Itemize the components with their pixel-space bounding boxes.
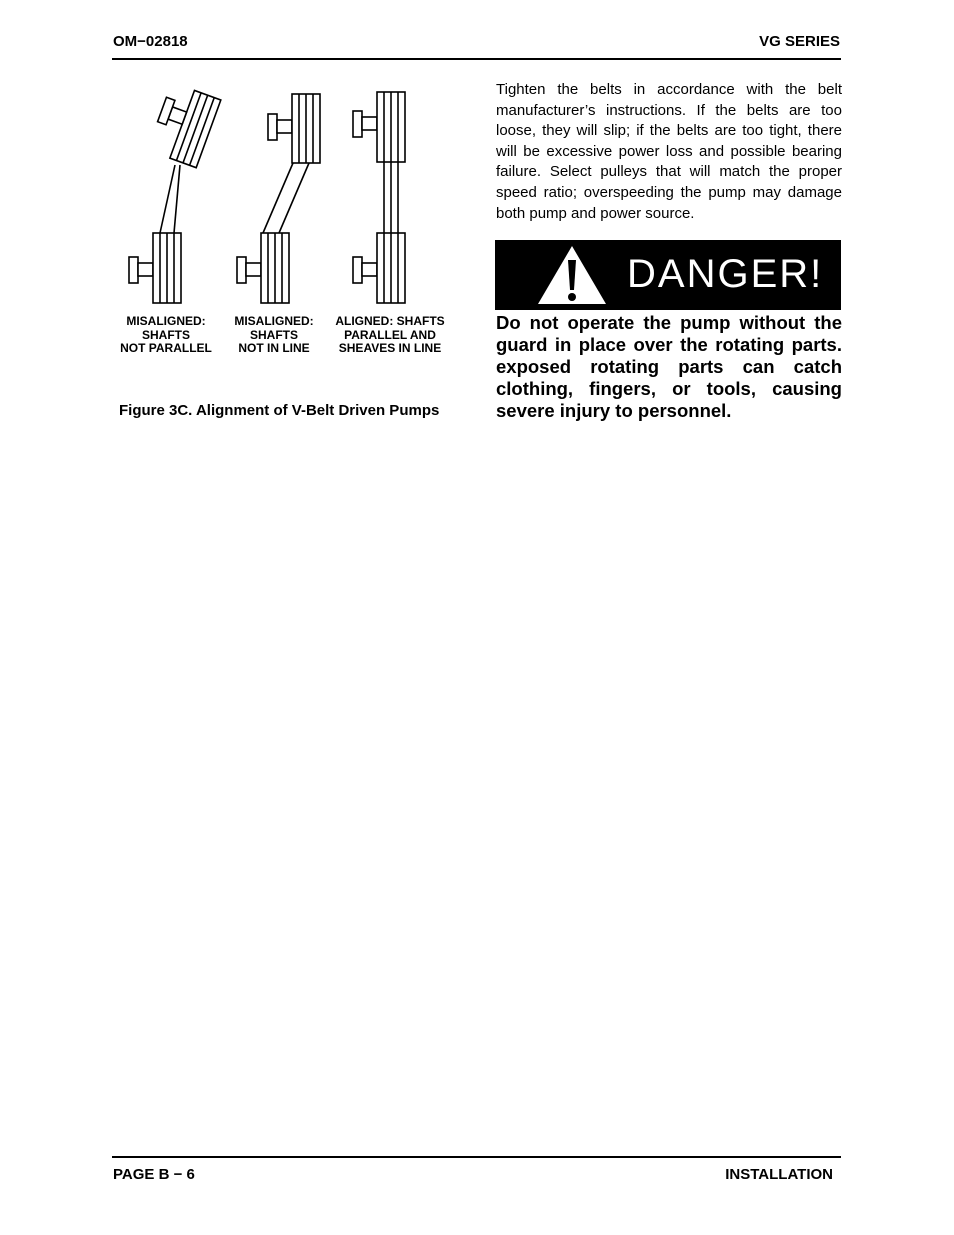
document-number: OM−02818 — [113, 33, 188, 50]
section-name: INSTALLATION — [725, 1166, 833, 1183]
header-rule — [112, 58, 841, 60]
label-not-parallel: MISALIGNED: SHAFTS NOT PARALLEL — [120, 314, 212, 355]
diagram-not-parallel — [129, 85, 221, 303]
label-aligned: ALIGNED: SHAFTS PARALLEL AND SHEAVES IN LINE — [335, 314, 445, 355]
series-name: VG SERIES — [759, 33, 840, 50]
diagram-aligned — [353, 92, 405, 303]
warning-triangle-icon — [537, 245, 607, 305]
alignment-figure — [113, 85, 463, 365]
danger-warning-text: Do not operate the pump without the guard in place over the rotating parts. exposed rotating parts can catch clothing, fingers, or tools, causing severe injury to personnel. — [496, 312, 842, 421]
diagram-not-in-line — [237, 94, 320, 303]
belt-tension-paragraph: Tighten the belts in accordance with the belt manufacturer’s instructions. If the belts are too loose, they will slip; if the belts are too tight, there will be excessive power loss and possible bearing failure. Select pulleys that will match the proper speed ratio; overspeeding the pump may damage both pump and power source. — [496, 81, 842, 222]
danger-heading: DANGER! — [627, 252, 824, 296]
figure-caption: Figure 3C. Alignment of V-Belt Driven Pumps — [119, 402, 440, 419]
footer-rule — [112, 1156, 841, 1158]
danger-banner — [495, 240, 841, 310]
v-belt-alignment-diagram — [113, 85, 463, 310]
page-number: PAGE B − 6 — [113, 1166, 195, 1183]
label-not-in-line: MISALIGNED: SHAFTS NOT IN LINE — [234, 314, 314, 355]
